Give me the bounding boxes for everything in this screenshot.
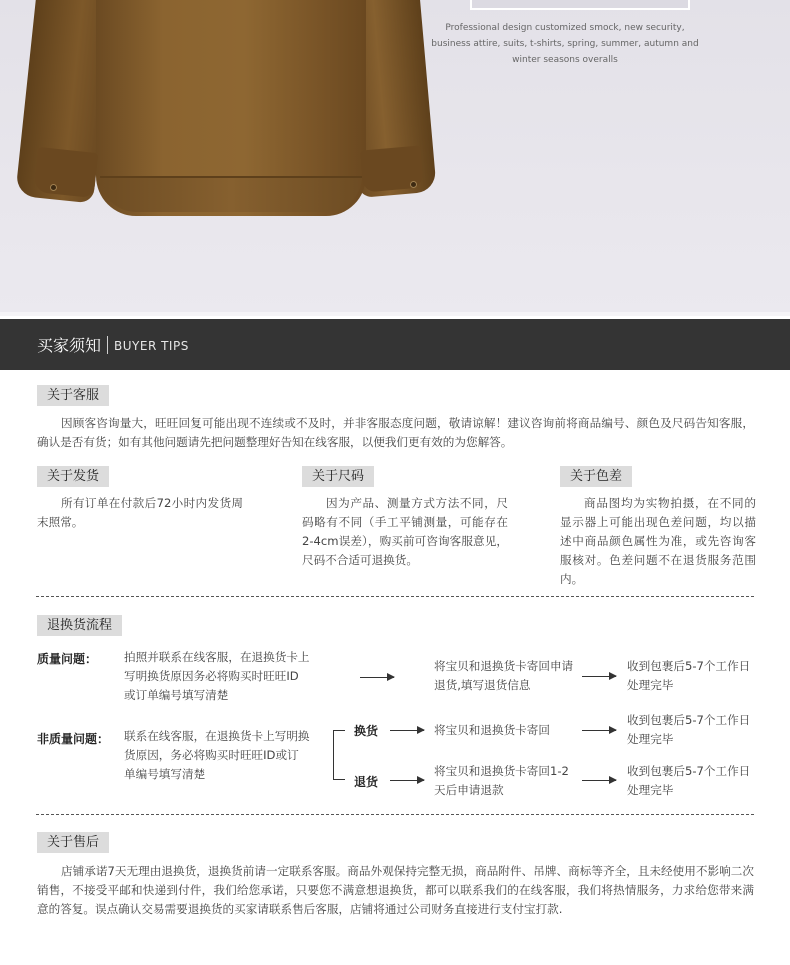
cuff-button-icon [50,184,57,191]
arrow-right-icon [390,780,424,781]
caption-card [470,0,690,10]
shipping-text: 所有订单在付款后72小时内发货周末照常。 [37,496,243,529]
exchange-label: 换货 [354,724,379,738]
quality-step-1: 拍照并联系在线客服，在退换货卡上写明换货原因务必将购买时旺旺ID或订单编号填写清楚 [124,650,310,702]
arrow-right-icon [582,730,616,731]
arrow-right-icon [582,676,616,677]
header-title-en: BUYER TIPS [114,339,189,353]
after-sales-tag: 关于售后 [37,832,109,853]
quality-step-2: 将宝贝和退换货卡寄回申请退货,填写退货信息 [434,659,574,692]
color-text: 商品图均为实物拍摄，在不同的显示器上可能出现色差问题，均以描述中商品颜色属性为准，或先咨询客服核对。色差问题不在退货服务范围内。 [560,496,756,586]
header-title-cn: 买家须知 [37,336,102,355]
exchange-result: 收到包裹后5-7个工作日处理完毕 [627,713,751,746]
header-separator [107,336,108,354]
refund-step: 将宝贝和退换货卡寄回1-2天后申请退款 [434,764,569,797]
quality-issue-label: 质量问题： [37,652,98,666]
returns-tag: 退换货流程 [37,615,122,636]
exchange-step: 将宝贝和退换货卡寄回 [434,723,550,737]
arrow-right-icon [390,730,424,731]
section-divider [36,596,754,597]
buyer-tips-header [0,319,790,370]
non-quality-step-1: 联系在线客服，在退换货卡上写明换货原因，务必将购买时旺旺ID或订单编号填写清楚 [124,729,310,781]
quality-step-3: 收到包裹后5-7个工作日处理完毕 [627,659,751,692]
arrow-right-icon [360,677,394,678]
hero-divider [0,312,790,316]
cuff-button-icon [410,181,417,188]
color-tag: 关于色差 [560,466,632,487]
size-text: 因为产品、测量方式方法不同，尺码略有不同（手工平铺测量，可能存在2-4cm误差），购买前可咨询客服意见，尺码不合适可退换货。 [302,496,508,567]
jacket-left-cuff [34,147,98,198]
arrow-right-icon [582,780,616,781]
hero-caption: Professional design customized smock, new security, business attire, suits, t-shirts, spring, summer, autumn and winter seasons overalls [431,23,699,65]
size-tag: 关于尺码 [302,466,374,487]
shipping-tag: 关于发货 [37,466,109,487]
customer-service-tag: 关于客服 [37,385,109,406]
refund-result: 收到包裹后5-7个工作日处理完毕 [627,764,751,797]
section-divider [36,814,754,815]
refund-label: 退货 [354,775,379,789]
after-sales-text: 店铺承诺7天无理由退换货，退换货前请一定联系客服。商品外观保持完整无损，商品附件、吊牌、商标等齐全，且未经使用不影响二次销售，不接受平邮和快递到付件，我们给您承诺，只要您不满意想退换货，都可以联系我们的在线客服，我们将热情服务，力求给您带来满意的答复。误点确认交易需要退换货的买家请联系售后客服，店铺将通过公司财务直接进行支付宝打款. [37,864,754,916]
non-quality-issue-label: 非质量问题： [37,732,110,746]
product-hero-image [0,0,790,316]
jacket-hem [100,176,362,212]
flow-bracket [333,730,345,780]
customer-service-text: 因顾客咨询量大，旺旺回复可能出现不连续或不及时，并非客服态度问题，敬请谅解！建议咨询前将商品编号、颜色及尺码告知客服，确认是否有货；如有其他问题请先把问题整理好告知在线客服，以便我们更有效的为您解答。 [37,416,754,449]
